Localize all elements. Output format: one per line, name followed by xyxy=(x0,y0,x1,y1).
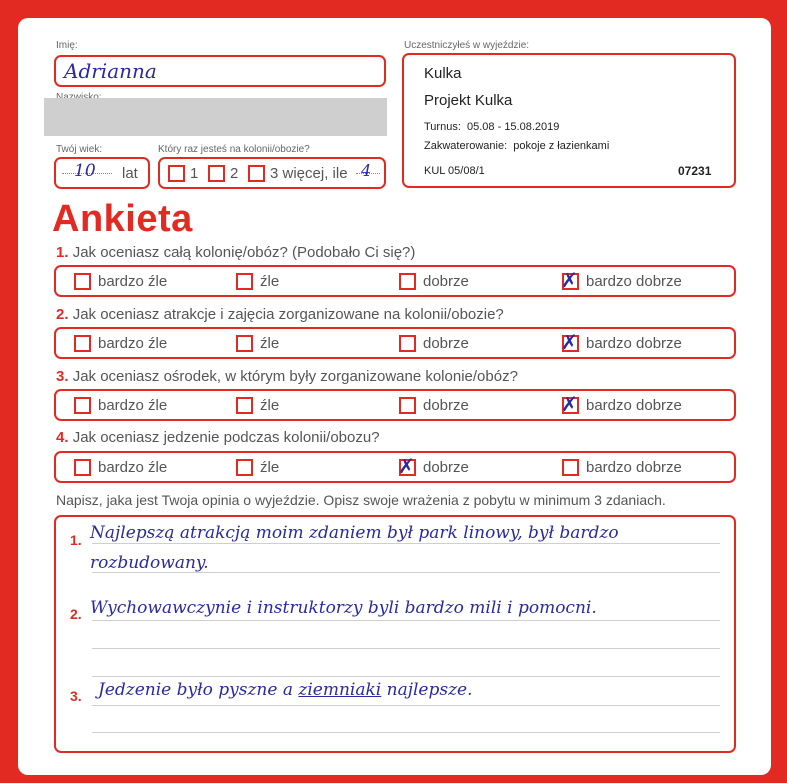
question-4-num: 4. xyxy=(56,429,69,446)
ruled-line xyxy=(92,620,720,621)
trip-project: Projekt Kulka xyxy=(424,92,513,109)
q3-option-bardzo-zle-checkbox[interactable] xyxy=(74,397,91,414)
turnus-label: Turnus: xyxy=(424,121,461,133)
turnus-line xyxy=(424,121,559,133)
q2-option-bardzo-dobrze-checkbox[interactable] xyxy=(561,330,579,354)
q4-option-zle-checkbox[interactable] xyxy=(236,459,253,476)
q4-option-zle-label: źle xyxy=(260,459,280,476)
question-4-options xyxy=(54,451,736,483)
q2-option-bardzo-zle-checkbox[interactable] xyxy=(74,335,91,352)
imie-value: Adrianna xyxy=(64,59,157,83)
answer-3-part-a: Jedzenie było pyszne a xyxy=(98,680,299,700)
question-3-options xyxy=(54,389,736,421)
wiek-unit: lat xyxy=(122,165,138,182)
question-1-num: 1. xyxy=(56,244,69,261)
question-1-options xyxy=(54,265,736,297)
answer-3-line-1 xyxy=(98,680,473,700)
q2-option-zle-label: źle xyxy=(260,335,280,352)
imie-field[interactable] xyxy=(54,55,386,87)
answer-2-line-1: Wychowawczynie i instruktorzy byli bardzo mili i pomocni. xyxy=(90,598,597,618)
wiek-value: 10 xyxy=(74,161,96,181)
trip-code: KUL 05/08/1 xyxy=(424,165,485,177)
q4-option-dobrze-label: dobrze xyxy=(423,459,469,476)
redaction-mask xyxy=(44,98,387,136)
uczestniczyles-label: Uczestniczyłeś w wyjeździe: xyxy=(404,40,530,51)
wiek-field[interactable] xyxy=(54,157,150,189)
ktory-raz-checkbox-1[interactable] xyxy=(168,165,185,182)
question-3 xyxy=(56,368,518,385)
turnus-value: 05.08 - 15.08.2019 xyxy=(467,121,560,133)
q3-option-zle-checkbox[interactable] xyxy=(236,397,253,414)
q1-option-bardzo-zle-checkbox[interactable] xyxy=(74,273,91,290)
question-2-options xyxy=(54,327,736,359)
check-mark-icon: ✗ xyxy=(398,454,415,478)
ruled-line xyxy=(92,543,720,544)
q1-option-dobrze-checkbox[interactable] xyxy=(399,273,416,290)
ktory-raz-checkbox-2[interactable] xyxy=(208,165,225,182)
q3-option-dobrze-checkbox[interactable] xyxy=(399,397,416,414)
question-2 xyxy=(56,306,504,323)
ruled-line xyxy=(92,732,720,733)
q1-option-dobrze-label: dobrze xyxy=(423,273,469,290)
question-1 xyxy=(56,244,415,261)
ktory-raz-field xyxy=(158,157,386,189)
opinion-prompt: Napisz, jaka jest Twoja opinia o wyjeździe. Opisz swoje wrażenia z pobytu w minimum 3 zdaniach. xyxy=(56,492,666,508)
ktory-raz-option-3: 3 więcej, ile xyxy=(270,165,348,182)
q3-option-zle-label: źle xyxy=(260,397,280,414)
q1-option-zle-label: źle xyxy=(260,273,280,290)
q4-option-bardzo-dobrze-checkbox[interactable] xyxy=(562,459,579,476)
q1-option-bardzo-dobrze-label: bardzo dobrze xyxy=(586,273,682,290)
q4-option-bardzo-zle-label: bardzo źle xyxy=(98,459,168,476)
check-mark-icon: ✗ xyxy=(561,330,578,354)
q1-option-zle-checkbox[interactable] xyxy=(236,273,253,290)
q3-option-dobrze-label: dobrze xyxy=(423,397,469,414)
question-3-text: Jak oceniasz ośrodek, w którym były zorganizowane kolonie/obóz? xyxy=(72,368,518,385)
wiek-label: Twój wiek: xyxy=(56,144,103,155)
answer-3-num: 3. xyxy=(70,688,82,704)
trip-name: Kulka xyxy=(424,65,462,82)
answer-1-num: 1. xyxy=(70,532,82,548)
q1-option-bardzo-dobrze-checkbox[interactable] xyxy=(561,268,579,292)
q4-option-bardzo-dobrze-label: bardzo dobrze xyxy=(586,459,682,476)
ktory-raz-option-1: 1 xyxy=(190,165,199,182)
answer-3-part-c: najlepsze. xyxy=(381,680,473,700)
trip-number: 07231 xyxy=(678,164,712,178)
ktory-raz-ile-value: 4 xyxy=(361,161,372,180)
answer-1-line-1: Najlepszą atrakcją moim zdaniem był park linowy, był bardzo xyxy=(90,523,619,543)
q2-option-dobrze-checkbox[interactable] xyxy=(399,335,416,352)
ktory-raz-label: Który raz jesteś na kolonii/obozie? xyxy=(158,144,310,155)
q3-option-bardzo-zle-label: bardzo źle xyxy=(98,397,168,414)
zakw-line xyxy=(424,140,609,152)
question-4 xyxy=(56,429,380,446)
question-3-num: 3. xyxy=(56,368,69,385)
question-4-text: Jak oceniasz jedzenie podczas kolonii/obozu? xyxy=(72,429,380,446)
imie-label: Imię: xyxy=(56,40,78,51)
check-mark-icon: ✗ xyxy=(561,268,578,292)
zakw-value: pokoje z łazienkami xyxy=(513,140,610,152)
question-2-num: 2. xyxy=(56,306,69,323)
ruled-line xyxy=(92,648,720,649)
zakw-label: Zakwaterowanie: xyxy=(424,140,508,152)
q3-option-bardzo-dobrze-label: bardzo dobrze xyxy=(586,397,682,414)
page-title: Ankieta xyxy=(52,198,193,240)
q2-option-zle-checkbox[interactable] xyxy=(236,335,253,352)
q1-option-bardzo-zle-label: bardzo źle xyxy=(98,273,168,290)
ktory-raz-checkbox-3[interactable] xyxy=(248,165,265,182)
ktory-raz-option-2: 2 xyxy=(230,165,239,182)
answer-2-num: 2. xyxy=(70,606,82,622)
question-1-text: Jak oceniasz całą kolonię/obóz? (Podobało Ci się?) xyxy=(72,244,416,261)
q4-option-dobrze-checkbox[interactable] xyxy=(398,454,416,478)
ruled-line xyxy=(92,676,720,677)
q2-option-bardzo-dobrze-label: bardzo dobrze xyxy=(586,335,682,352)
ruled-line xyxy=(92,705,720,706)
q4-option-bardzo-zle-checkbox[interactable] xyxy=(74,459,91,476)
q3-option-bardzo-dobrze-checkbox[interactable] xyxy=(561,392,579,416)
trip-info-box xyxy=(402,53,736,188)
q2-option-dobrze-label: dobrze xyxy=(423,335,469,352)
answer-3-underlined: ziemniaki xyxy=(298,680,382,700)
q2-option-bardzo-zle-label: bardzo źle xyxy=(98,335,168,352)
answer-1-line-2: rozbudowany. xyxy=(90,553,209,573)
opinion-box[interactable] xyxy=(54,515,736,753)
check-mark-icon: ✗ xyxy=(561,392,578,416)
question-2-text: Jak oceniasz atrakcje i zajęcia zorganizowane na kolonii/obozie? xyxy=(72,306,504,323)
